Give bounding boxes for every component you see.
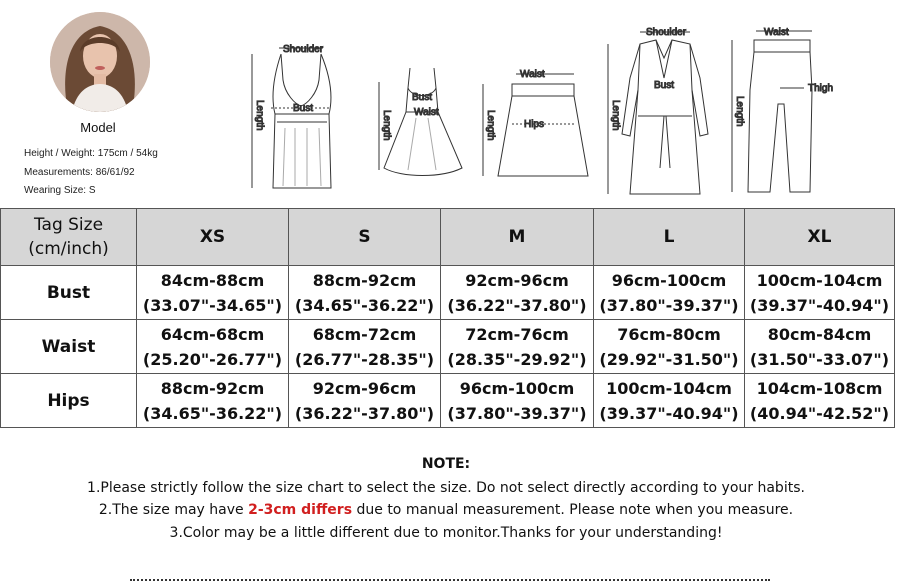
- top-length-label: Length: [254, 100, 265, 131]
- table-cell: 72cm-76cm (28.35"-29.92"): [441, 320, 594, 374]
- size-s-header: S: [289, 209, 441, 266]
- table-row-hips: [1, 374, 895, 428]
- table-cell: 92cm-96cm (36.22"-37.80"): [289, 374, 441, 428]
- model-wearing-size: Wearing Size: S: [24, 185, 96, 196]
- coat-shoulder-label: Shoulder: [646, 27, 687, 38]
- skirt-length-label: Length: [485, 110, 496, 141]
- note-title: NOTE:: [421, 456, 471, 472]
- row-label-bust: Bust: [1, 266, 137, 320]
- dress-length-label: Length: [381, 110, 392, 141]
- tag-size-header: Tag Size (cm/inch): [1, 209, 137, 266]
- skirt-hips-label: Hips: [524, 119, 545, 130]
- pants-thigh-label: Thigh: [808, 83, 834, 94]
- skirt-diagram: [474, 18, 594, 188]
- note-line-2: 2.The size may have 2-3cm differs due to manual measurement. Please note when you measure.: [98, 502, 794, 518]
- pants-length-label: Length: [734, 96, 745, 127]
- table-cell: 80cm-84cm (31.50"-33.07"): [745, 320, 895, 374]
- top-shoulder-label: Shoulder: [283, 44, 324, 55]
- size-chart-table: [0, 208, 895, 428]
- row-label-hips: Hips: [1, 374, 137, 428]
- model-label: Model: [80, 120, 116, 135]
- table-cell: 100cm-104cm (39.37"-40.94"): [745, 266, 895, 320]
- top-diagram: [243, 18, 353, 194]
- table-cell: 96cm-100cm (37.80"-39.37"): [594, 266, 745, 320]
- top-bust-label: Bust: [293, 103, 314, 114]
- pants-waist-label: Waist: [764, 27, 789, 38]
- model-height-weight: Height / Weight: 175cm / 54kg: [24, 148, 158, 159]
- table-cell: 68cm-72cm (26.77"-28.35"): [289, 320, 441, 374]
- model-measurements: Measurements: 86/61/92: [24, 167, 135, 178]
- size-l-header: L: [594, 209, 745, 266]
- table-cell: 76cm-80cm (29.92"-31.50"): [594, 320, 745, 374]
- model-photo: [50, 12, 150, 112]
- table-cell: 92cm-96cm (36.22"-37.80"): [441, 266, 594, 320]
- table-cell: 88cm-92cm (34.65"-36.22"): [137, 374, 289, 428]
- table-cell: 100cm-104cm (39.37"-40.94"): [594, 374, 745, 428]
- size-m-header: M: [441, 209, 594, 266]
- size-xl-header: XL: [745, 209, 895, 266]
- note-line-3: 3.Color may be a little different due to monitor.Thanks for your understanding!: [169, 525, 723, 541]
- note-highlight: 2-3cm differs: [248, 502, 353, 518]
- dress-bust-label: Bust: [412, 92, 433, 103]
- table-row-bust: [1, 266, 895, 320]
- coat-diagram: [600, 18, 720, 198]
- dress-diagram: [372, 18, 472, 188]
- size-header-row: [1, 209, 895, 266]
- table-row-waist: [1, 320, 895, 374]
- skirt-waist-label: Waist: [520, 69, 545, 80]
- size-xs-header: XS: [137, 209, 289, 266]
- row-label-waist: Waist: [1, 320, 137, 374]
- cropped-text-line: [130, 573, 770, 583]
- dress-waist-label: Waist: [414, 107, 439, 118]
- table-cell: 96cm-100cm (37.80"-39.37"): [441, 374, 594, 428]
- coat-length-label: Length: [610, 100, 621, 131]
- table-cell: 88cm-92cm (34.65"-36.22"): [289, 266, 441, 320]
- illustration-band: [0, 0, 907, 208]
- pants-diagram: [720, 18, 850, 198]
- table-cell: 64cm-68cm (25.20"-26.77"): [137, 320, 289, 374]
- note-line-1: 1.Please strictly follow the size chart to select the size. Do not select directly according to your habits.: [87, 480, 805, 496]
- table-cell: 84cm-88cm (33.07"-34.65"): [137, 266, 289, 320]
- coat-bust-label: Bust: [654, 80, 675, 91]
- table-cell: 104cm-108cm (40.94"-42.52"): [745, 374, 895, 428]
